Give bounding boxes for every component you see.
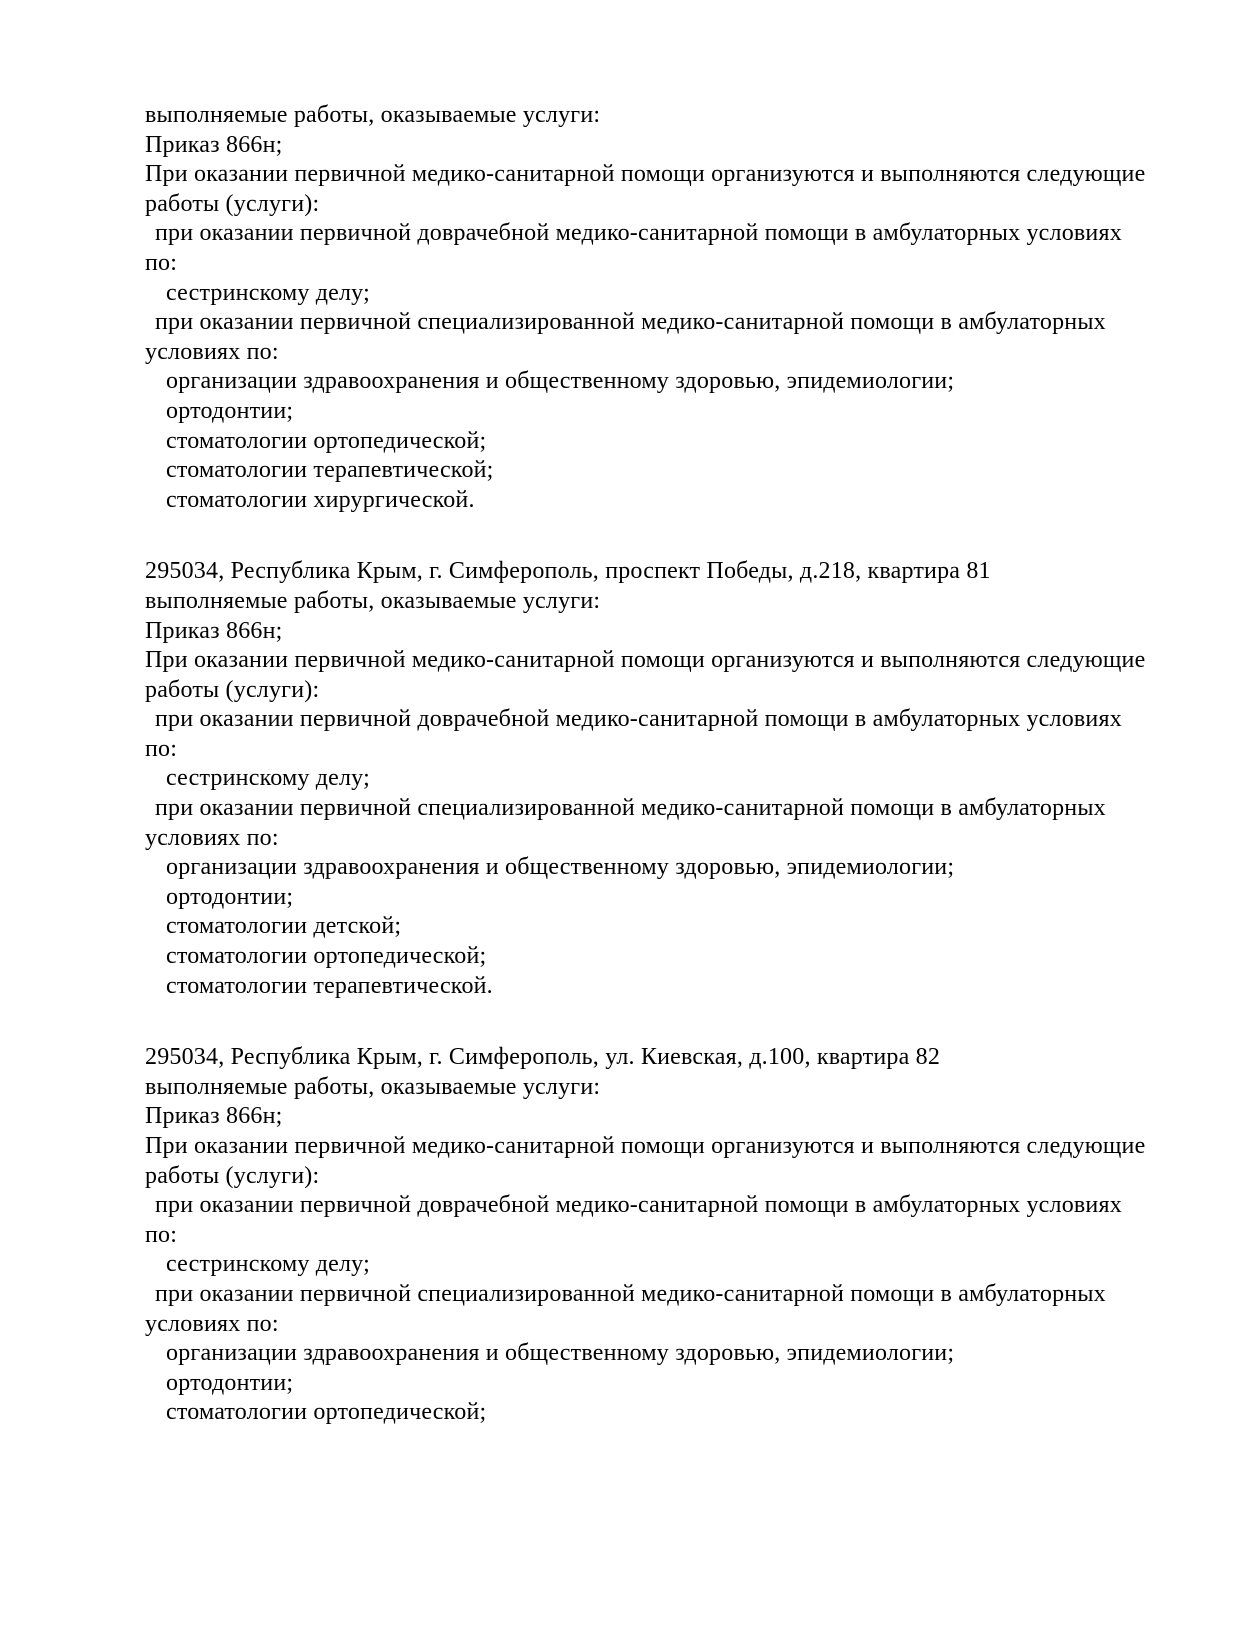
license-block bbox=[145, 557, 1200, 1001]
text-line: ортодонтии; bbox=[166, 883, 294, 910]
text-line: работы (услуги): bbox=[145, 676, 320, 703]
text-line: выполняемые работы, оказываемые услуги: bbox=[145, 587, 601, 614]
license-block bbox=[145, 1043, 1200, 1428]
text-line: по: bbox=[145, 735, 178, 762]
text-line: При оказании первичной медико-санитарной помощи организуются и выполняются следующие bbox=[145, 161, 1146, 188]
text-line: условиях по: bbox=[145, 824, 279, 851]
text-line: ортодонтии; bbox=[166, 1369, 294, 1396]
text-line: при оказании первичной специализированной медико-санитарной помощи в амбулаторных bbox=[155, 309, 1106, 336]
text-line: организации здравоохранения и общественному здоровью, эпидемиологии; bbox=[166, 368, 955, 395]
document-content bbox=[145, 101, 1200, 1428]
text-line: организации здравоохранения и общественному здоровью, эпидемиологии; bbox=[166, 854, 955, 881]
text-line: работы (услуги): bbox=[145, 190, 320, 217]
text-line: стоматологии ортопедической; bbox=[166, 427, 487, 454]
text-line: стоматологии ортопедической; bbox=[166, 1399, 487, 1426]
text-line: по: bbox=[145, 1221, 178, 1248]
text-line: сестринскому делу; bbox=[166, 765, 370, 792]
address-line: 295034, Республика Крым, г. Симферополь, ул. Киевская, д.100, квартира 82 bbox=[145, 1044, 941, 1071]
text-line: Приказ 866н; bbox=[145, 1103, 283, 1130]
text-line: ортодонтии; bbox=[166, 397, 294, 424]
text-line: организации здравоохранения и общественному здоровью, эпидемиологии; bbox=[166, 1340, 955, 1367]
text-line: условиях по: bbox=[145, 338, 279, 365]
text-line: стоматологии хирургической. bbox=[166, 486, 475, 513]
text-line: стоматологии терапевтической; bbox=[166, 457, 494, 484]
text-line: При оказании первичной медико-санитарной помощи организуются и выполняются следующие bbox=[145, 1133, 1146, 1159]
text-line: при оказании первичной доврачебной медико-санитарной помощи в амбулаторных условиях bbox=[155, 220, 1122, 247]
text-line: при оказании первичной доврачебной медико-санитарной помощи в амбулаторных условиях bbox=[155, 1192, 1122, 1219]
text-line: При оказании первичной медико-санитарной помощи организуются и выполняются следующие bbox=[145, 647, 1146, 674]
license-block bbox=[145, 101, 1200, 515]
text-line: работы (услуги): bbox=[145, 1162, 320, 1189]
text-line: выполняемые работы, оказываемые услуги: bbox=[145, 102, 601, 128]
text-line: условиях по: bbox=[145, 1310, 279, 1337]
text-line: стоматологии терапевтической. bbox=[166, 972, 493, 999]
text-line: по: bbox=[145, 249, 178, 276]
text-line: Приказ 866н; bbox=[145, 617, 283, 644]
text-line: выполняемые работы, оказываемые услуги: bbox=[145, 1073, 601, 1100]
text-line: сестринскому делу; bbox=[166, 1251, 370, 1278]
text-line: при оказании первичной специализированной медико-санитарной помощи в амбулаторных bbox=[155, 795, 1106, 822]
text-line: при оказании первичной специализированной медико-санитарной помощи в амбулаторных bbox=[155, 1280, 1106, 1307]
text-line: Приказ 866н; bbox=[145, 131, 283, 158]
address-line: 295034, Республика Крым, г. Симферополь, проспект Победы, д.218, квартира 81 bbox=[145, 558, 991, 585]
text-line: стоматологии детской; bbox=[166, 913, 402, 940]
text-line: стоматологии ортопедической; bbox=[166, 943, 487, 970]
text-line: сестринскому делу; bbox=[166, 279, 370, 306]
text-line: при оказании первичной доврачебной медико-санитарной помощи в амбулаторных условиях bbox=[155, 706, 1122, 733]
